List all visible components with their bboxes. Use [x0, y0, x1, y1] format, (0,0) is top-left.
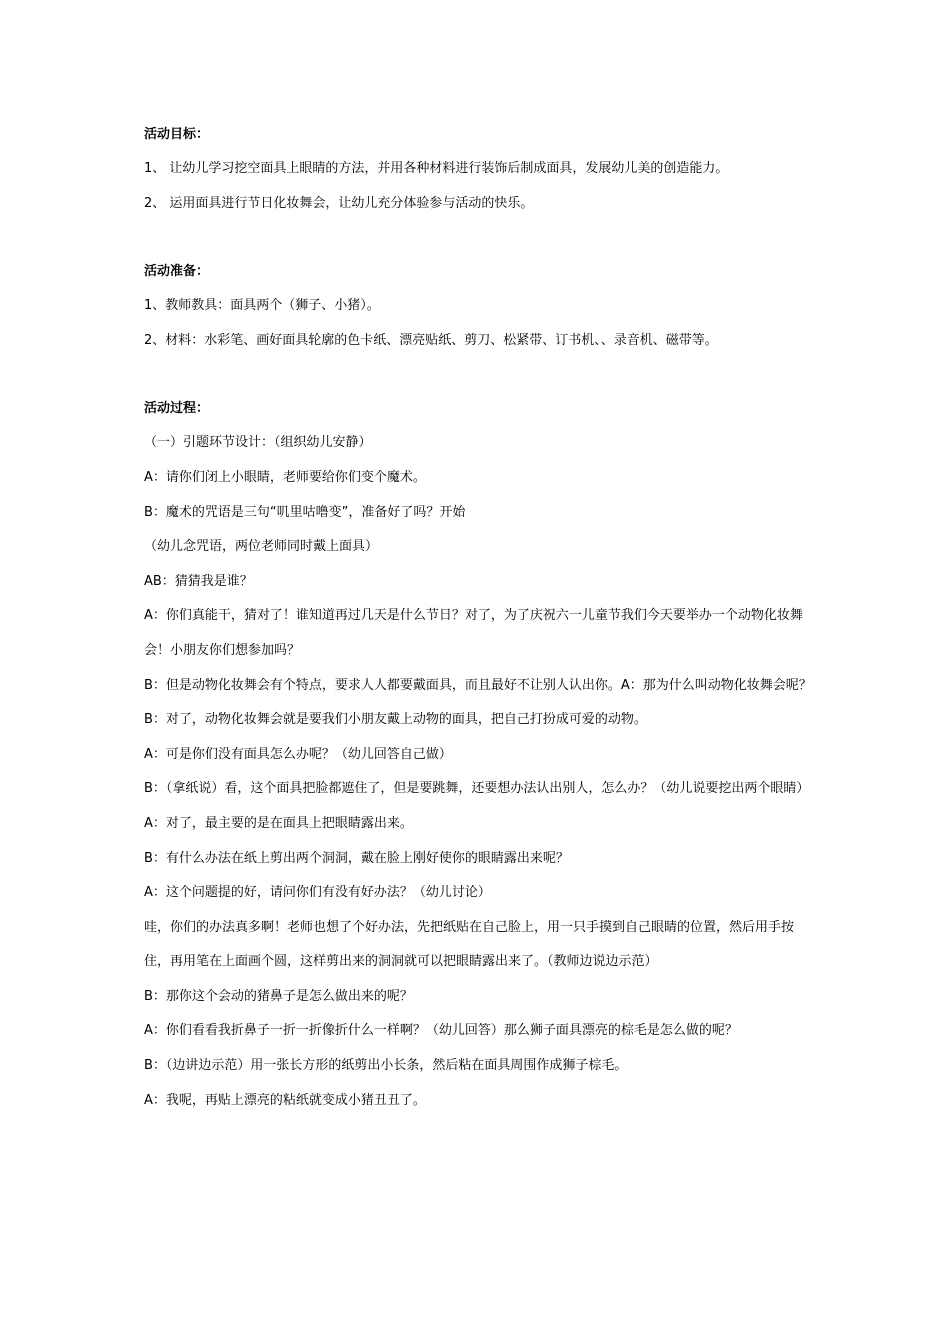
process-item: A：你们真能干，猜对了！谁知道再过几天是什么节日？对了，为了庆祝六一儿童节我们今天要举办一个动物化妆舞会！小朋友你们想参加吗？ — [144, 608, 803, 658]
process-item: A：请你们闭上小眼睛，老师要给你们变个魔术。 — [144, 469, 426, 485]
process-item: A：我呢，再贴上漂亮的粘纸就变成小猪丑丑了。 — [144, 1092, 426, 1108]
document-page — [144, 118, 814, 1118]
process-item: （幼儿念咒语，两位老师同时戴上面具） — [144, 539, 379, 555]
process-item: （一）引题环节设计：（组织幼儿安静） — [144, 435, 372, 451]
process-item: B：魔术的咒语是三句“叽里咕噜变”，准备好了吗？开始 — [144, 504, 466, 520]
prep-item: 1、教师教具：面具两个（狮子、小猪）。 — [144, 298, 380, 314]
process-item: B：对了，动物化妆舞会就是要我们小朋友戴上动物的面具，把自己打扮成可爱的动物。 — [144, 712, 647, 728]
process-item: B：有什么办法在纸上剪出两个洞洞，戴在脸上刚好使你的眼睛露出来呢？ — [144, 850, 569, 866]
process-heading: 活动过程： — [144, 401, 210, 417]
process-item: 哇，你们的办法真多啊！老师也想了个好办法，先把纸贴在自己脸上，用一只手摸到自己眼睛的位置，然后用手按住，再用笔在上面画个圆，这样剪出来的洞洞就可以把眼睛露出来了。（教师边说边示范） — [144, 919, 795, 970]
process-item: A：这个问题提的好，请问你们有没有好办法？（幼儿讨论） — [144, 885, 491, 901]
section-spacer — [144, 358, 814, 392]
process-item: A：可是你们没有面具怎么办呢？（幼儿回答自己做） — [144, 746, 452, 762]
goal-item: 1、 让幼儿学习挖空面具上眼睛的方法，并用各种材料进行装饰后制成面具，发展幼儿美的创造能力。 — [144, 161, 729, 176]
process-item: AB：猜猜我是谁？ — [144, 573, 253, 589]
process-item: A：对了，最主要的是在面具上把眼睛露出来。 — [144, 815, 413, 831]
process-item: B：（拿纸说）看，这个面具把脸都遮住了，但是要跳舞，还要想办法认出别人，怎么办？（幼儿说要挖出两个眼睛） — [144, 781, 810, 797]
section-spacer — [144, 221, 814, 255]
goal-item: 2、 运用面具进行节日化妆舞会，让幼儿充分体验参与活动的快乐。 — [144, 195, 534, 211]
process-item: B：那你这个会动的猪鼻子是怎么做出来的呢？ — [144, 988, 413, 1004]
process-item: A：你们看看我折鼻子一折一折像折什么一样啊？（幼儿回答）那么狮子面具漂亮的棕毛是怎么做的呢？ — [144, 1023, 738, 1039]
prep-heading: 活动准备： — [144, 264, 210, 280]
prep-item: 2、材料：水彩笔、画好面具轮廓的色卡纸、漂亮贴纸、剪刀、松紧带、订书机、、录音机、磁带等。 — [144, 332, 718, 348]
process-item: B：（边讲边示范）用一张长方形的纸剪出小长条，然后粘在面具周围作成狮子棕毛。 — [144, 1058, 628, 1074]
goals-heading: 活动目标： — [144, 127, 210, 142]
process-item: B：但是动物化妆舞会有个特点，要求人人都要戴面具，而且最好不让别人认出你。A：那为什么叫动物化妆舞会呢？ — [144, 677, 812, 693]
